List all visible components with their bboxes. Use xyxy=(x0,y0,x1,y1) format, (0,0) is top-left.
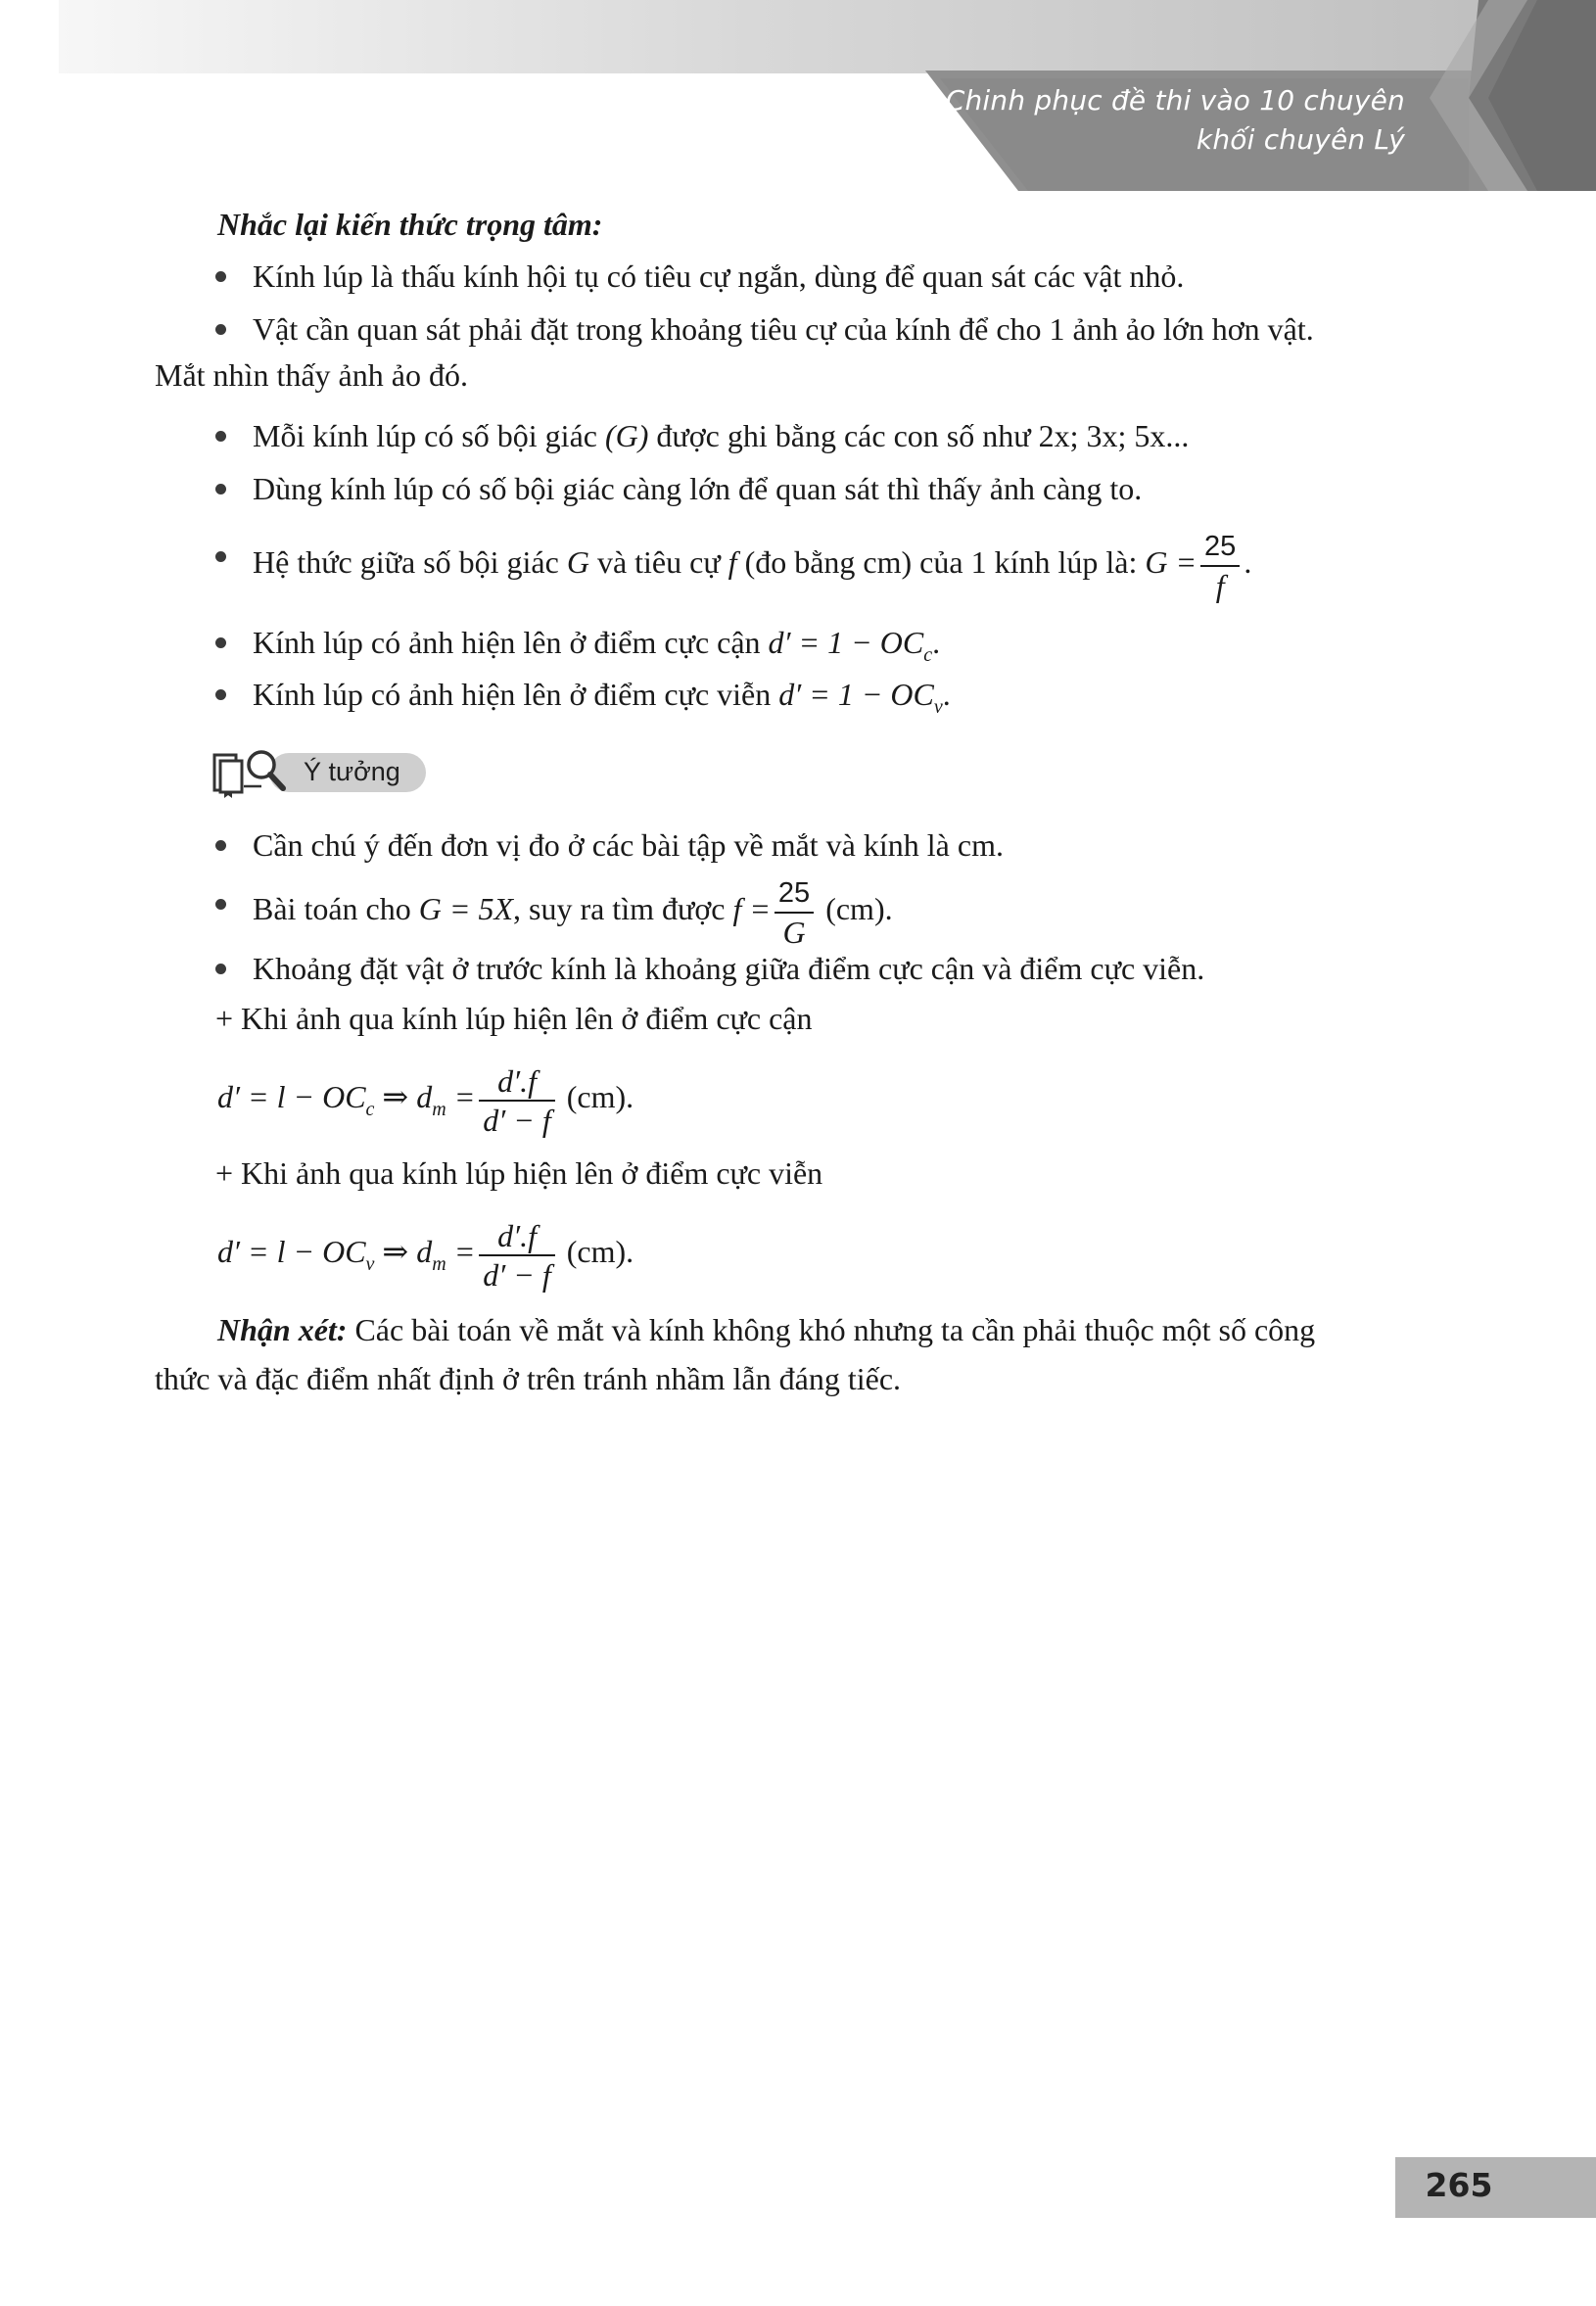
fraction-numerator: 25 xyxy=(775,876,814,914)
recap-b7-text: Kính lúp có ảnh hiện lên ở điểm cực viễn xyxy=(253,677,779,712)
recap-b3-text-b: được ghi bằng các con số như 2x; 3x; 5x... xyxy=(648,418,1190,453)
recap-bullet-2-line1: Vật cần quan sát phải đặt trong khoảng tiêu cự của kính để cho 1 ảnh ảo lớn hơn vật. xyxy=(253,311,1314,347)
recap-b7-subscript: v xyxy=(933,696,943,718)
recap-b7-equation: d′ = 1 − OC xyxy=(778,677,934,712)
idea-bullet-1: Cần chú ý đến đơn vị đo ở các bài tập về mắt và kính là cm. xyxy=(253,827,1004,863)
remark-label: Nhận xét: xyxy=(217,1312,348,1347)
idea-tag xyxy=(211,747,426,794)
recap-b5-text-c: (đo bằng cm) của 1 kính lúp là: xyxy=(736,544,1146,580)
fraction-denominator: d′ − f xyxy=(483,1256,551,1293)
recap-b5-text-b: và tiêu cự xyxy=(588,544,728,580)
idea-b2-f: f = xyxy=(732,891,771,926)
bullet-icon xyxy=(215,964,226,974)
remark-line-2: thức và đặc điểm nhất định ở trên tránh nhầm lẫn đáng tiếc. xyxy=(155,1361,902,1396)
idea-b2-fraction xyxy=(775,876,814,949)
recap-b3-text-a: Mỗi kính lúp có số bội giác xyxy=(253,418,605,453)
idea-b2-unit: (cm). xyxy=(818,891,893,926)
idea-bullet-2 xyxy=(253,873,893,949)
header-title-line2: khối chuyên Lý xyxy=(1196,123,1405,156)
recap-b7-period: . xyxy=(942,677,951,712)
recap-b6-subscript: c xyxy=(923,644,933,666)
recap-bullet-2-line2: Mắt nhìn thấy ảnh ảo đó. xyxy=(155,357,468,393)
bullet-icon xyxy=(215,899,226,910)
recap-b6-text: Kính lúp có ảnh hiện lên ở điểm cực cận xyxy=(253,625,769,660)
idea-bullet-3: Khoảng đặt vật ở trước kính là khoảng giữa điểm cực cận và điểm cực viễn. xyxy=(253,951,1205,986)
eq2-fraction xyxy=(479,1219,554,1292)
remark-line-1 xyxy=(217,1310,1315,1349)
recap-b5-fraction xyxy=(1200,530,1240,602)
eq1-part-a: d′ = l − OC xyxy=(217,1079,366,1114)
idea-b2-equation: G = 5X xyxy=(418,891,513,926)
fraction-denominator: f xyxy=(1215,567,1225,603)
eq1-sub-m: m xyxy=(432,1099,446,1120)
recap-bullet-7 xyxy=(253,675,951,718)
recap-b5-text-a: Hệ thức giữa số bội giác xyxy=(253,544,567,580)
eq1-fraction xyxy=(479,1064,554,1137)
recap-b5-equation: G = xyxy=(1145,544,1197,580)
eq2-unit: (cm). xyxy=(558,1234,634,1269)
header-title-line1: Chinh phục đề thi vào 10 chuyên xyxy=(945,84,1405,117)
remark-text-1: Các bài toán về mắt và kính không khó nhưng ta cần phải thuộc một số công xyxy=(347,1312,1316,1347)
fraction-denominator: G xyxy=(782,914,806,950)
bullet-icon xyxy=(215,551,226,562)
eq1-unit: (cm). xyxy=(558,1079,634,1114)
idea-case-1: + Khi ảnh qua kính lúp hiện lên ở điểm cực cận xyxy=(215,1001,813,1036)
recap-heading: Nhắc lại kiến thức trọng tâm: xyxy=(217,207,603,242)
bullet-icon xyxy=(215,637,226,648)
idea-equation-2 xyxy=(217,1214,634,1292)
bullet-icon xyxy=(215,840,226,851)
bullet-icon xyxy=(215,324,226,335)
recap-b5-period: . xyxy=(1244,544,1252,580)
recap-bullet-5 xyxy=(253,527,1251,602)
fraction-numerator: d′.f xyxy=(479,1064,554,1102)
recap-bullet-1: Kính lúp là thấu kính hội tụ có tiêu cự ngắn, dùng để quan sát các vật nhỏ. xyxy=(253,259,1185,294)
eq2-part-b: ⇒ d xyxy=(374,1234,433,1269)
fraction-numerator: d′.f xyxy=(479,1219,554,1256)
idea-equation-1 xyxy=(217,1059,634,1137)
recap-b6-equation: d′ = 1 − OC xyxy=(768,625,924,660)
recap-bullet-6 xyxy=(253,623,941,666)
bullet-icon xyxy=(215,484,226,494)
recap-b5-symbol-f: f xyxy=(728,544,737,580)
recap-bullet-4: Dùng kính lúp có số bội giác càng lớn để quan sát thì thấy ảnh càng to. xyxy=(253,471,1143,506)
eq2-sub-m: m xyxy=(432,1253,446,1275)
page-number: 265 xyxy=(1425,2166,1493,2204)
eq1-part-b: ⇒ d xyxy=(374,1079,433,1114)
eq1-sub-c: c xyxy=(365,1099,375,1120)
fraction-numerator: 25 xyxy=(1200,530,1240,567)
bullet-icon xyxy=(215,689,226,700)
recap-bullet-3 xyxy=(253,416,1189,455)
eq2-sub-v: v xyxy=(365,1253,375,1275)
eq1-part-c: = xyxy=(446,1079,476,1114)
recap-b3-symbol-g: (G) xyxy=(604,418,649,453)
eq2-part-c: = xyxy=(446,1234,476,1269)
recap-b5-symbol-g: G xyxy=(566,544,589,580)
bullet-icon xyxy=(215,271,226,282)
idea-b2-text-b: , suy ra tìm được xyxy=(512,891,733,926)
bullet-icon xyxy=(215,431,226,442)
idea-b2-text-a: Bài toán cho xyxy=(253,891,419,926)
fraction-denominator: d′ − f xyxy=(483,1102,551,1138)
eq2-part-a: d′ = l − OC xyxy=(217,1234,366,1269)
book-magnifier-icon xyxy=(211,747,299,800)
idea-label: Ý tưởng xyxy=(304,757,400,786)
idea-case-2: + Khi ảnh qua kính lúp hiện lên ở điểm cực viễn xyxy=(215,1155,823,1191)
recap-b6-period: . xyxy=(932,625,941,660)
